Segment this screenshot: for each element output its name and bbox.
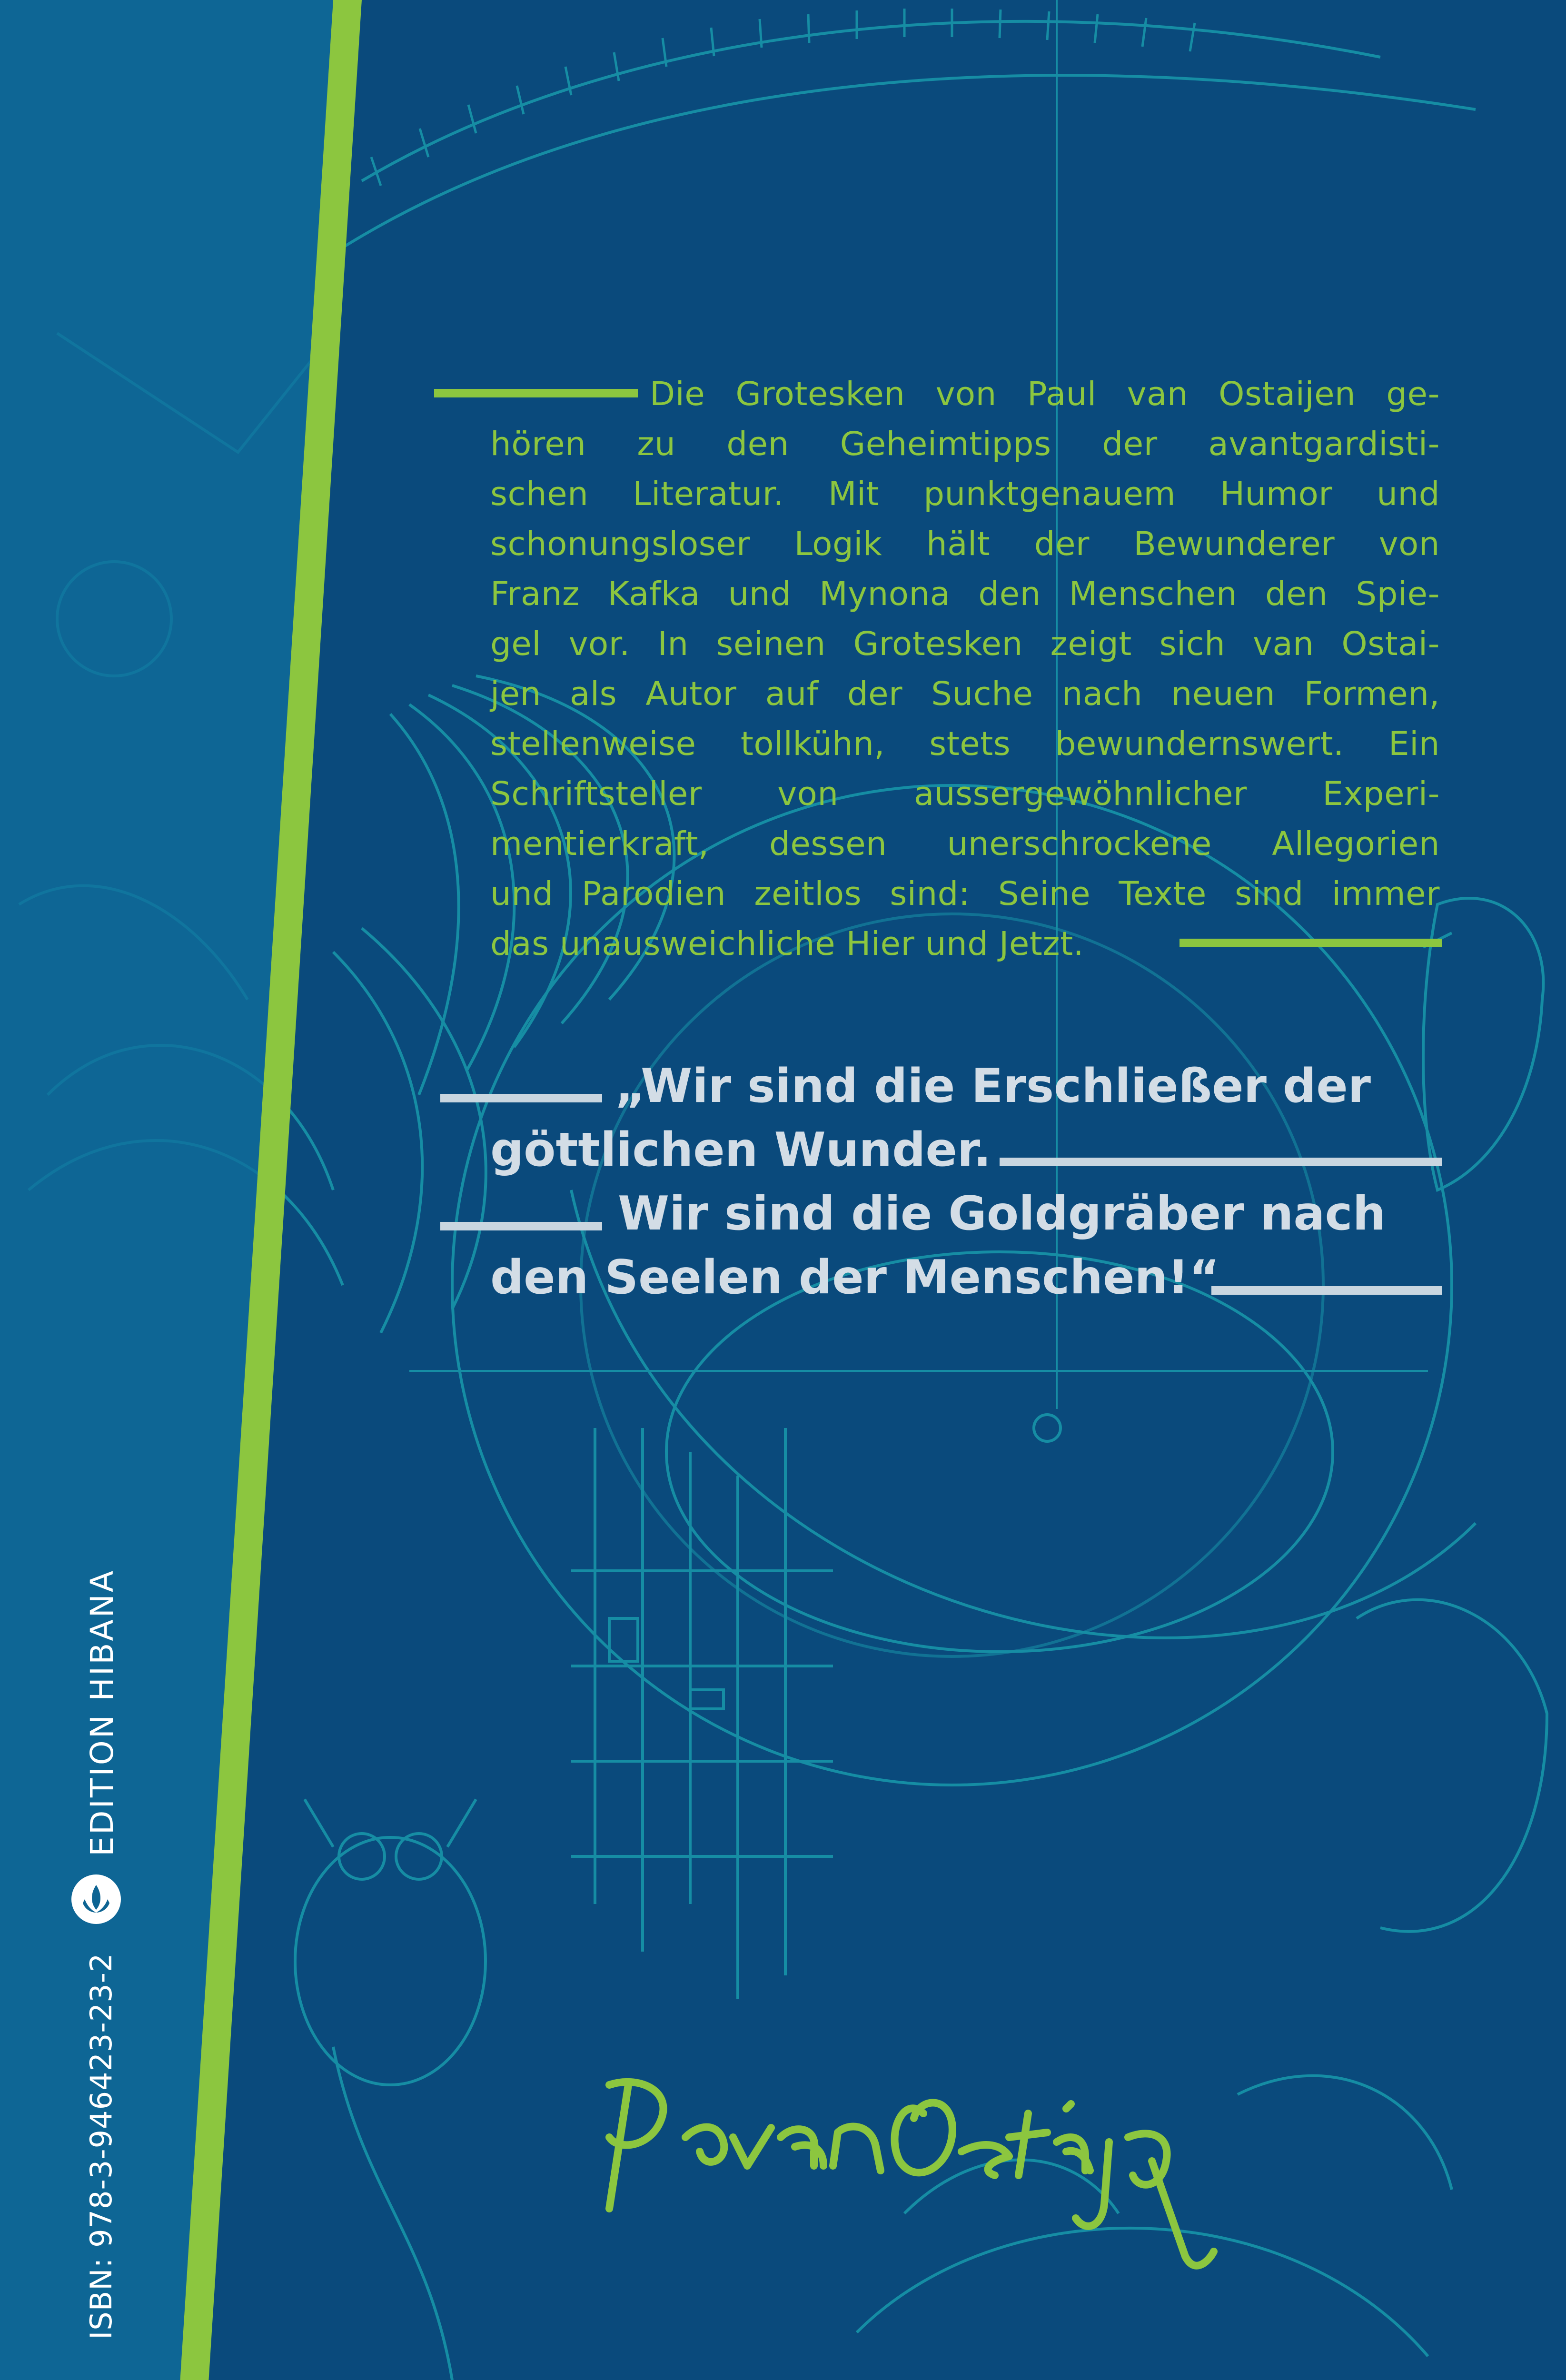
quote-text: [490, 1054, 1442, 1309]
blurb-line: mentierkraft, dessen unerschrockene Allegorien: [490, 825, 1440, 863]
blurb-line: Franz Kafka und Mynona den Menschen den Spie-: [490, 575, 1440, 613]
blurb-rule-bottom: [1179, 939, 1442, 947]
quote-line: Wir sind die Goldgräber nach: [618, 1187, 1386, 1241]
blurb-line: jen als Autor auf der Suche nach neuen Formen,: [490, 675, 1440, 713]
blurb-line: Die Grotesken von Paul van Ostaijen ge-: [650, 375, 1440, 413]
blurb-line: Schriftsteller von aussergewöhnlicher Experi-: [490, 775, 1440, 813]
blurb-line: stellenweise tollkühn, stets bewundernswert. Ein: [490, 725, 1440, 763]
blurb-line: schonungsloser Logik hält der Bewunderer von: [490, 525, 1440, 563]
blurb-line: hören zu den Geheimtipps der avantgardisti-: [490, 425, 1440, 463]
blurb-line: das unausweichliche Hier und Jetzt.: [490, 925, 1084, 963]
blurb-line: und Parodien zeitlos sind: Seine Texte sind immer: [490, 875, 1440, 913]
quote-line: göttlichen Wunder.: [490, 1123, 991, 1177]
blurb-text: [490, 369, 1440, 969]
isbn-text: ISBN: 978-3-946423-23-2: [84, 1953, 119, 2340]
hibana-logo-icon: [71, 1874, 121, 1924]
signature-paul-van-ostaijen: [590, 2056, 1266, 2294]
blurb-line: schen Literatur. Mit punktgenauem Humor und: [490, 475, 1440, 513]
publisher-name: EDITION HIBANA: [84, 1568, 120, 1856]
blurb-line: gel vor. In seinen Grotesken zeigt sich van Ostai-: [490, 625, 1440, 663]
quote-line: „Wir sind die Erschließer der: [615, 1059, 1371, 1113]
quote-line: den Seelen der Menschen!“: [490, 1250, 1220, 1305]
